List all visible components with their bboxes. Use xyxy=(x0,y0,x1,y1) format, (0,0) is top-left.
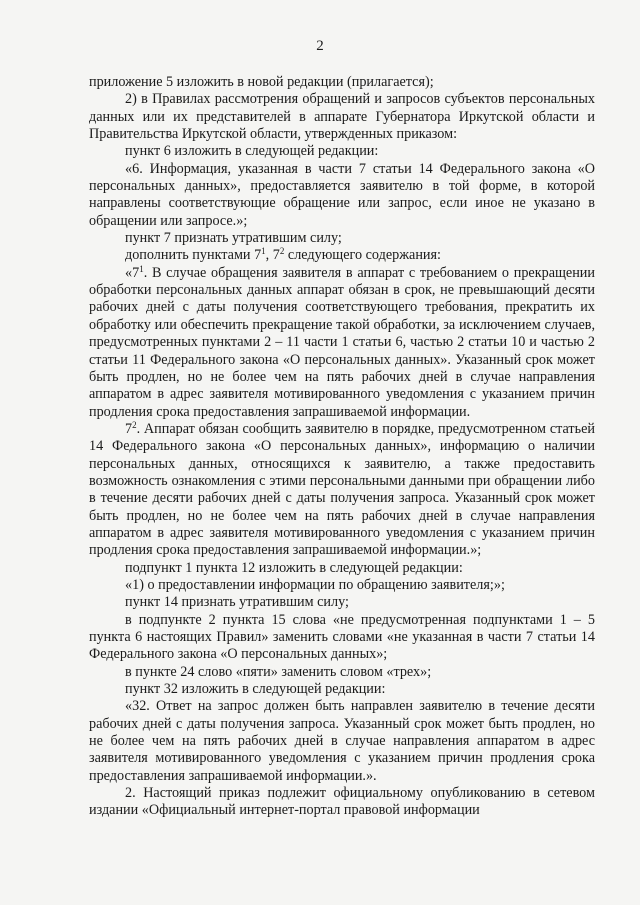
paragraph: 2) в Правилах рассмотрения обращений и запросов субъектов персональных данных или их представителей в аппарате Губернатора Иркутской области и Правительства Иркутской области, утвержденных приказом: xyxy=(89,91,595,143)
paragraph: $7^2$. Аппарат обязан сообщить заявителю в порядке, предусмотренном статьей 14 Федерального закона «О персональных данных», информацию о наличии персональных данных, относящихся к заявителю, а также предоставить возможность ознакомления с этими персональными данными при обращении либо в течение десяти рабочих дней с даты получения запроса. Указанный срок может быть продлен, но не более чем на пять рабочих дней в случае направления аппаратом в адрес заявителя мотивированного уведомления с указанием причин продления срока предоставления запрашиваемой информации.»; xyxy=(89,419,595,559)
paragraph: «$7^1$. В случае обращения заявителя в аппарат с требованием о прекращении обработки персональных данных аппарат обязан в срок, не превышающий десяти рабочих дней с даты получения соответствующего требования, прекратить их обработку или обеспечить прекращение такой обработки, за исключением случаев, предусмотренных пунктами 2 – 11 части 1 статьи 6, частью 2 статьи 10 и частью 2 статьи 11 Федерального закона «О персональных данных». Указанный срок может быть продлен, но не более чем на пять рабочих дней в случае направления аппаратом в адрес заявителя мотивированного уведомления с указанием причин продления срока предоставления запрашиваемой информации. xyxy=(89,263,595,420)
superscript: 2 xyxy=(279,246,285,257)
paragraph: подпункт 1 пункта 12 изложить в следующей редакции: xyxy=(125,559,463,576)
paragraph: пункт 32 изложить в следующей редакции: xyxy=(125,681,386,698)
paragraph: пункт 6 изложить в следующей редакции: xyxy=(125,143,379,160)
superscript: 2 xyxy=(132,419,137,430)
page-number: 2 xyxy=(316,38,324,54)
paragraph: пункт 7 признать утратившим силу; xyxy=(125,230,342,247)
paragraph: дополнить пунктами $7^1$, $7^2$ следующего содержания: xyxy=(125,246,441,264)
superscript: 1 xyxy=(139,263,144,274)
document-body xyxy=(89,74,595,820)
superscript: 1 xyxy=(261,246,266,257)
paragraph: «32. Ответ на запрос должен быть направлен заявителю в течение десяти рабочих дней с даты получения запроса. Указанный срок может быть продлен, но не более чем на пять рабочих дней в случае направления аппаратом в адрес заявителя мотивированного уведомления с указанием причин продления срока предоставления запрашиваемой информации.». xyxy=(89,698,595,784)
paragraph: пункт 14 признать утратившим силу; xyxy=(125,594,349,611)
paragraph: 2. Настоящий приказ подлежит официальному опубликованию в сетевом издании «Официальный интернет-портал правовой информации xyxy=(89,785,595,819)
paragraph: приложение 5 изложить в новой редакции (прилагается); xyxy=(89,74,434,90)
paragraph: «1) о предоставлении информации по обращению заявителя;»; xyxy=(125,576,505,593)
paragraph: «6. Информация, указанная в части 7 статьи 14 Федерального закона «О персональных данных», предоставляется заявителю в той форме, в которой направлены соответствующие обращение или запрос, если иное не указано в обращении или запросе.»; xyxy=(89,160,595,229)
paragraph: в пункте 24 слово «пяти» заменить словом «трех»; xyxy=(125,663,432,680)
paragraph: в подпункте 2 пункта 15 слова «не предусмотренная подпунктами 1 – 5 пункта 6 настоящих Правил» заменить словами «не указанная в части 7 статьи 14 Федерального закона «О персональных данных»; xyxy=(89,611,595,663)
